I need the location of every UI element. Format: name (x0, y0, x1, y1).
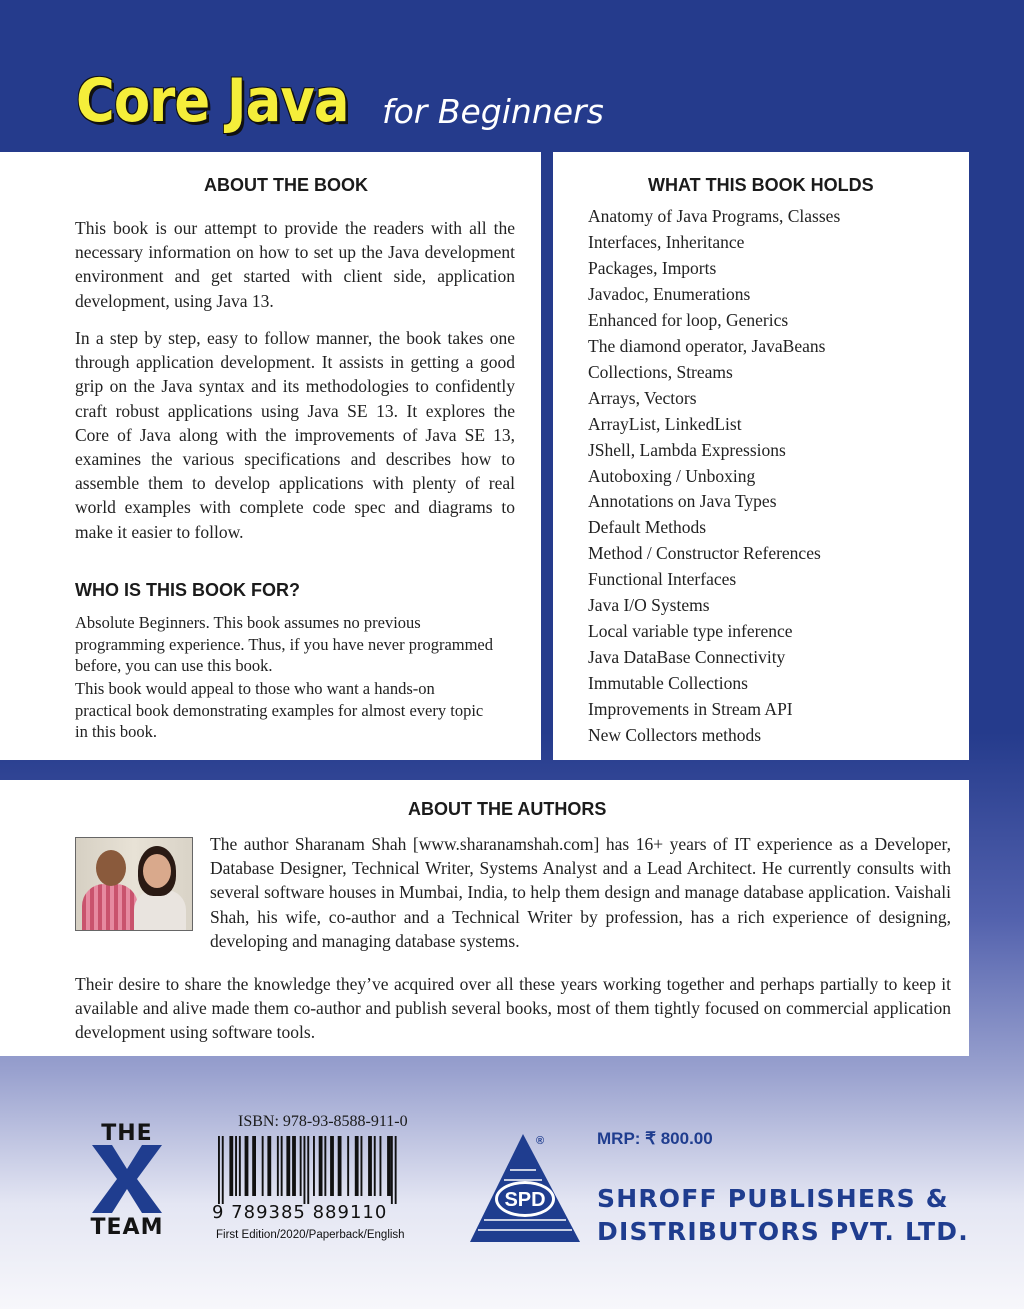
about-book-paragraph-2: In a step by step, easy to follow manner, the book takes one through application development. It assists in getting a good grip on the Java syntax and its methodologies to confidently craft robust applications using Java SE 13. It explores the Core of Java along with the improvements of Java SE 13, examines the various specifications and describes how to assemble them to develop applications with plenty of real world examples with complete code spec and diagrams to make it easier to follow. (75, 328, 515, 542)
topic-item: ArrayList, LinkedList (588, 413, 742, 434)
book-subtitle: for Beginners (382, 92, 604, 131)
about-book-panel (0, 152, 541, 760)
book-title: Core Java (76, 66, 349, 136)
registered-mark: ® (536, 1135, 545, 1147)
topic-item: Anatomy of Java Programs, Classes (588, 206, 841, 226)
x-team-logo-top: THE (101, 1121, 153, 1146)
spd-logo (470, 1132, 586, 1244)
spd-logo-text: SPD (504, 1189, 546, 1211)
publisher-line-1: SHROFF PUBLISHERS & (597, 1184, 949, 1213)
topic-item: Collections, Streams (588, 361, 733, 382)
about-book-paragraph-1: This book is our attempt to provide the readers with all the necessary information on how to set up the Java development environment and get started with client side, application development, using Java 13. (75, 218, 515, 311)
topic-item: Immutable Collections (588, 673, 748, 694)
topic-item: Java DataBase Connectivity (588, 647, 786, 668)
book-holds-heading: WHAT THIS BOOK HOLDS (648, 175, 874, 195)
who-for-paragraph-2: This book would appeal to those who want a hands-on practical book demonstrating examples for almost every topic in this book. (75, 679, 484, 741)
topic-item: Autoboxing / Unboxing (588, 465, 756, 486)
about-authors-paragraph-1: The author Sharanam Shah [www.sharanamshah.com] has 16+ years of IT experience as a Developer, Database Designer, Technical Writer, Systems Analyst and a Lead Architect. He currently consults with several software houses in Mumbai, India, to help them design and manage database application. Vaishali Shah, his wife, co-author and a Technical Writer by profession, has a rich experience of designing, developing and managing database systems. (210, 834, 951, 951)
about-authors-paragraph-2: Their desire to share the knowledge they’ve acquired over all these years working together and perhaps partially to keep it available and alive made them co-author and publish several books, most of them tightly focused on commercial application development using software tools. (75, 974, 951, 1043)
topic-item: Method / Constructor References (588, 543, 821, 564)
x-team-logo-bottom: TEAM (90, 1215, 164, 1240)
who-for-heading: WHO IS THIS BOOK FOR? (75, 580, 300, 600)
publisher-name (597, 1182, 969, 1248)
topic-item: Arrays, Vectors (588, 387, 697, 408)
authors-photo (75, 837, 193, 931)
edition-info: First Edition/2020/Paperback/English (216, 1229, 405, 1241)
x-team-logo (78, 1121, 176, 1241)
about-book-heading: ABOUT THE BOOK (204, 175, 368, 195)
book-holds-panel (553, 152, 969, 760)
mrp-price: MRP: ₹ 800.00 (597, 1129, 713, 1148)
topic-item: Improvements in Stream API (588, 699, 793, 720)
about-authors-panel (0, 780, 969, 1056)
topic-item: Default Methods (588, 517, 707, 538)
about-authors-heading: ABOUT THE AUTHORS (408, 799, 607, 819)
barcode-digits: 9 789385 889110 (212, 1202, 388, 1223)
topic-item: Javadoc, Enumerations (588, 283, 751, 304)
topic-item: Enhanced for loop, Generics (588, 309, 789, 330)
who-for-paragraph-1: Absolute Beginners. This book assumes no previous programming experience. Thus, if you have never programmed before, you can use this book. (75, 613, 494, 675)
x-mark-icon (88, 1143, 166, 1215)
topic-item: Java I/O Systems (588, 595, 710, 616)
topic-item: Annotations on Java Types (588, 491, 777, 512)
topic-item: Interfaces, Inheritance (588, 231, 745, 252)
topics-list (588, 204, 840, 749)
topic-item: New Collectors methods (588, 725, 762, 746)
topic-item: Functional Interfaces (588, 569, 737, 590)
isbn-number: ISBN: 978-93-8588-911-0 (238, 1113, 408, 1130)
topic-item: The diamond operator, JavaBeans (588, 335, 826, 356)
isbn-barcode (216, 1136, 420, 1204)
topic-item: JShell, Lambda Expressions (588, 439, 786, 460)
publisher-line-2: DISTRIBUTORS PVT. LTD. (597, 1217, 969, 1246)
topic-item: Local variable type inference (588, 621, 793, 642)
topic-item: Packages, Imports (588, 257, 717, 278)
